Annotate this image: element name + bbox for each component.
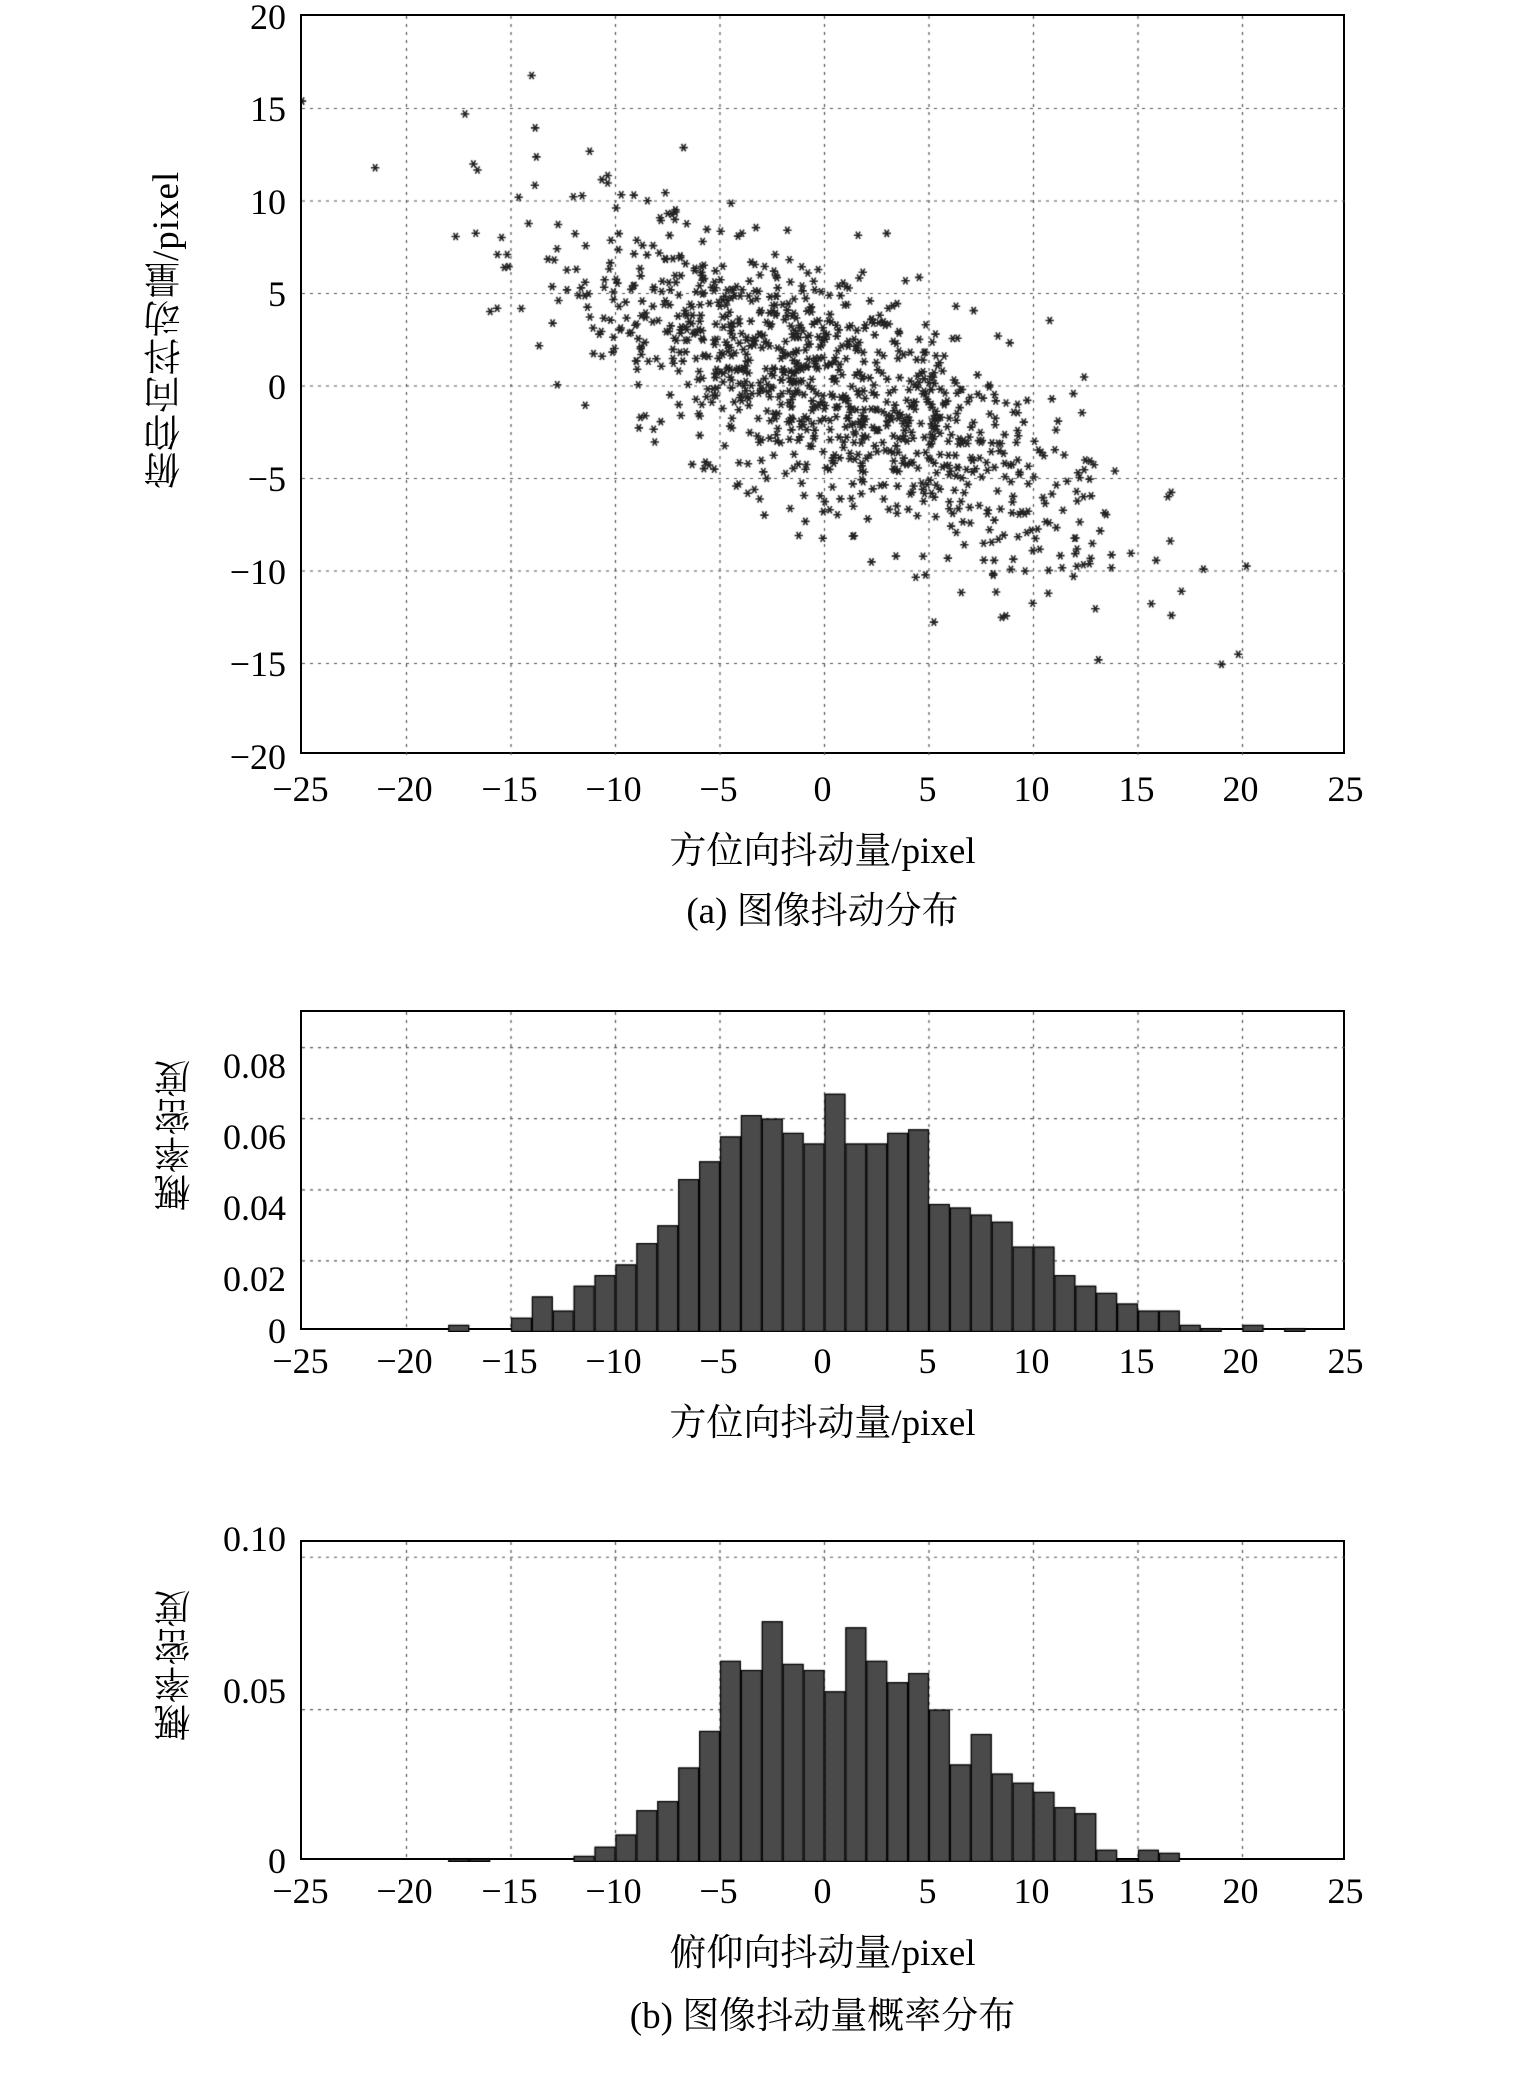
scatter-xtick: −20	[376, 769, 433, 809]
scatter-ytick: 10	[250, 182, 286, 222]
pitch-hist-xtick: −15	[481, 1871, 538, 1911]
pitch-hist-x-axis-label: 俯仰向抖动量/pixel	[669, 1933, 976, 1974]
scatter-plot-area	[300, 14, 1345, 754]
pitch-hist-ytick: 0.05	[223, 1671, 286, 1711]
scatter-ytick: 0	[268, 367, 286, 407]
histogram-caption: (b) 图像抖动量概率分布	[629, 1996, 1016, 2037]
pitch-hist-xtick: 0	[813, 1871, 832, 1911]
scatter-xtick: 10	[1013, 769, 1050, 809]
scatter-xtick: 25	[1327, 769, 1364, 809]
azimuth-hist-xtick: 5	[918, 1341, 937, 1381]
azimuth-hist-ytick: 0	[268, 1311, 286, 1351]
scatter-ytick: −15	[229, 644, 286, 684]
azimuth-hist-ytick: 0.04	[223, 1188, 286, 1228]
azimuth-hist-ytick: 0.02	[223, 1259, 286, 1299]
azimuth-hist-plot-area	[300, 1010, 1345, 1330]
azimuth-hist-y-axis-label: 概率密度	[156, 1059, 197, 1211]
azimuth-hist-xtick: 25	[1327, 1341, 1364, 1381]
azimuth-hist-xtick: −15	[481, 1341, 538, 1381]
scatter-xtick: −5	[699, 769, 738, 809]
pitch-hist-xtick: 20	[1222, 1871, 1259, 1911]
azimuth-hist-xtick: 15	[1118, 1341, 1155, 1381]
scatter-ytick: −5	[247, 459, 286, 499]
azimuth-hist-xtick: −5	[699, 1341, 738, 1381]
pitch-hist-xtick: −10	[585, 1871, 642, 1911]
pitch-hist-y-axis-label: 概率密度	[156, 1589, 197, 1741]
pitch-hist-xtick: −5	[699, 1871, 738, 1911]
azimuth-hist-ytick: 0.06	[223, 1117, 286, 1157]
azimuth-hist-xtick: 10	[1013, 1341, 1050, 1381]
azimuth-hist-xtick: 0	[813, 1341, 832, 1381]
scatter-xtick: −10	[585, 769, 642, 809]
pitch-hist-ytick: 0.10	[223, 1519, 286, 1559]
scatter-ytick: 5	[268, 274, 286, 314]
azimuth-hist-ytick: 0.08	[223, 1046, 286, 1086]
scatter-xtick: 5	[918, 769, 937, 809]
scatter-xtick: 0	[813, 769, 832, 809]
scatter-x-axis-label: 方位向抖动量/pixel	[669, 831, 976, 872]
azimuth-hist-xtick: −10	[585, 1341, 642, 1381]
azimuth-hist-xtick: −25	[272, 1341, 329, 1381]
scatter-xtick: 20	[1222, 769, 1259, 809]
pitch-hist-xtick: 15	[1118, 1871, 1155, 1911]
scatter-y-axis-label: 俯仰向抖动量/pixel	[146, 170, 187, 490]
azimuth-hist-xtick: 20	[1222, 1341, 1259, 1381]
scatter-ytick: 20	[250, 0, 286, 37]
pitch-hist-xtick: −25	[272, 1871, 329, 1911]
scatter-figure	[0, 0, 1535, 932]
azimuth-hist-xtick: −20	[376, 1341, 433, 1381]
pitch-hist-plot-area	[300, 1540, 1345, 1860]
pitch-hist-xtick: −20	[376, 1871, 433, 1911]
scatter-ytick: −20	[229, 737, 286, 777]
scatter-ytick: 15	[250, 89, 286, 129]
scatter-caption: (a) 图像抖动分布	[686, 891, 959, 932]
pitch-hist-xtick: 10	[1013, 1871, 1050, 1911]
scatter-xtick: 15	[1118, 769, 1155, 809]
azimuth-hist-x-axis-label: 方位向抖动量/pixel	[669, 1403, 976, 1444]
pitch-hist-ytick: 0	[268, 1841, 286, 1881]
scatter-xtick: −25	[272, 769, 329, 809]
pitch-hist-xtick: 5	[918, 1871, 937, 1911]
scatter-xtick: −15	[481, 769, 538, 809]
scatter-ytick: −10	[229, 552, 286, 592]
pitch-hist-xtick: 25	[1327, 1871, 1364, 1911]
